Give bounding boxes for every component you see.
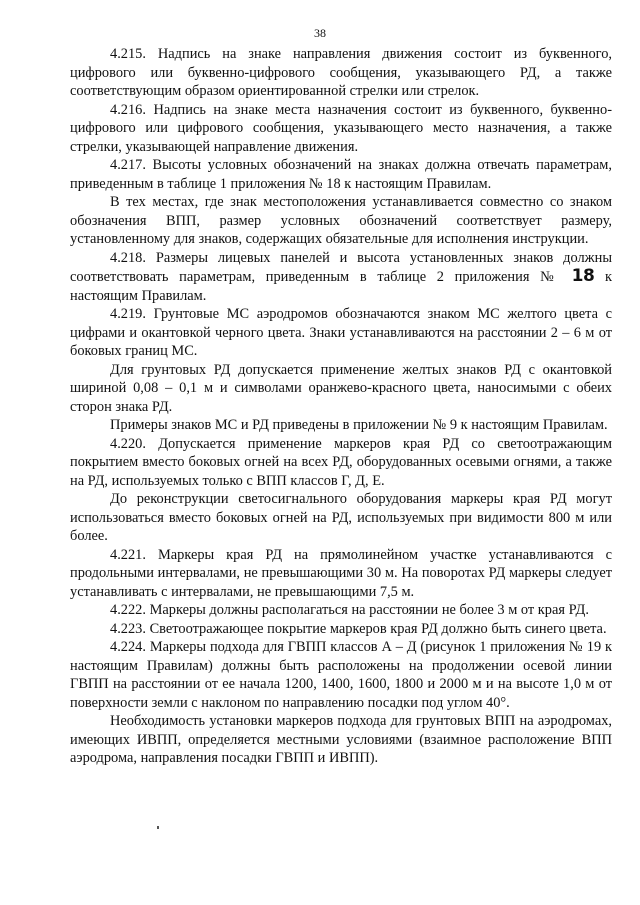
paragraph-4-220: 4.220. Допускается применение маркеров края РД со светоотражающим покрытием вместо боковых огней на всех РД, оборудованных осевыми огнями, а также на РД, используемых только с ВПП классов Г, Д, Е. <box>70 435 612 489</box>
paragraph-4-222: 4.222. Маркеры должны располагаться на расстоянии не более 3 м от края РД. <box>110 602 589 618</box>
document-body <box>70 45 612 768</box>
paragraph-4-219: 4.219. Грунтовые МС аэродромов обозначаются знаком МС желтого цвета с цифрами и окантовкой черного цвета. Знаки устанавливаются на расстоянии 2 – 6 м от боковых границ МС. <box>70 306 612 359</box>
paragraph-4-219-ground-taxiways: Для грунтовых РД допускается применение желтых знаков РД с окантовкой шириной 0,08 – 0,1 м и символами оранжево-красного цвета, наносимыми с обеих сторон знака РД. <box>70 361 612 415</box>
paragraph-4-217-note: В тех местах, где знак местоположения устанавливается совместно со знаком обозначения ВПП, размер условных обозначений соответствует размеру, установленному для знаков, содержащих обязательные для исполнения инструкции. <box>70 194 612 247</box>
paragraph-4-223: 4.223. Светоотражающее покрытие маркеров края РД должно быть синего цвета. <box>110 620 607 637</box>
paragraph-4-216: 4.216. Надпись на знаке места назначения состоит из буквенного, буквенно-цифрового или цифрового сообщения, указывающего место назначения, а также стрелки, указывающей направление движения. <box>70 101 612 155</box>
paragraph-4-224-necessity: Необходимость установки маркеров подхода для грунтовых ВПП на аэродромах, имеющих ИВПП, определяется местными условиями (взаимное расположение ВПП аэродрома, направления посадки ГВПП и ИВПП). <box>70 713 612 766</box>
paragraph-4-219-examples: Примеры знаков МС и РД приведены в приложении № 9 к настоящим Правилам. <box>110 417 608 433</box>
paragraph-4-218 <box>70 249 612 306</box>
paragraph-4-220-reconstruction: До реконструкции светосигнального оборудования маркеры края РД могут использоваться вместо боковых огней на РД, используемых при видимости 800 м или более. <box>70 491 612 544</box>
handwritten-number: 18 <box>571 266 595 286</box>
paragraph-4-215: 4.215. Надпись на знаке направления движения состоит из буквенного, цифрового или буквенно-цифрового сообщения, указывающего РД, а также соответствующим образом ориентированной стрелки или стрелок. <box>70 46 612 99</box>
paragraph-4-221: 4.221. Маркеры края РД на прямолинейном участке устанавливаются с продольными интервалами, не превышающими 30 м. На поворотах РД маркеры следует устанавливать с интервалами, не превышающими 7,5 м. <box>70 546 612 600</box>
paragraph-4-217: 4.217. Высоты условных обозначений на знаках должна отвечать параметрам, приведенным в таблице 1 приложения № 18 к настоящим Правилам. <box>70 157 612 192</box>
page-number: 38 <box>314 26 326 40</box>
paragraph-4-224: 4.224. Маркеры подхода для ГВПП классов А – Д (рисунок 1 приложения № 19 к настоящим Правилам) должны быть расположены на продолжении осевой линии ГВПП на расстоянии от ее начала 1200, 1400, 1600, 1800 и 2000 м и на высоте 1,0 м от поверхности земли с наклоном по направлению посадки под углом 40°. <box>70 639 612 711</box>
scan-artifact <box>157 826 159 829</box>
paragraph-4-218-text: 4.218. Размеры лицевых панелей и высота установленных знаков должны соответствовать параметрам, приведенным в таблице 2 приложения № <box>70 249 612 285</box>
paragraph-4-218-tail: к настоящим Правилам. <box>70 269 612 304</box>
